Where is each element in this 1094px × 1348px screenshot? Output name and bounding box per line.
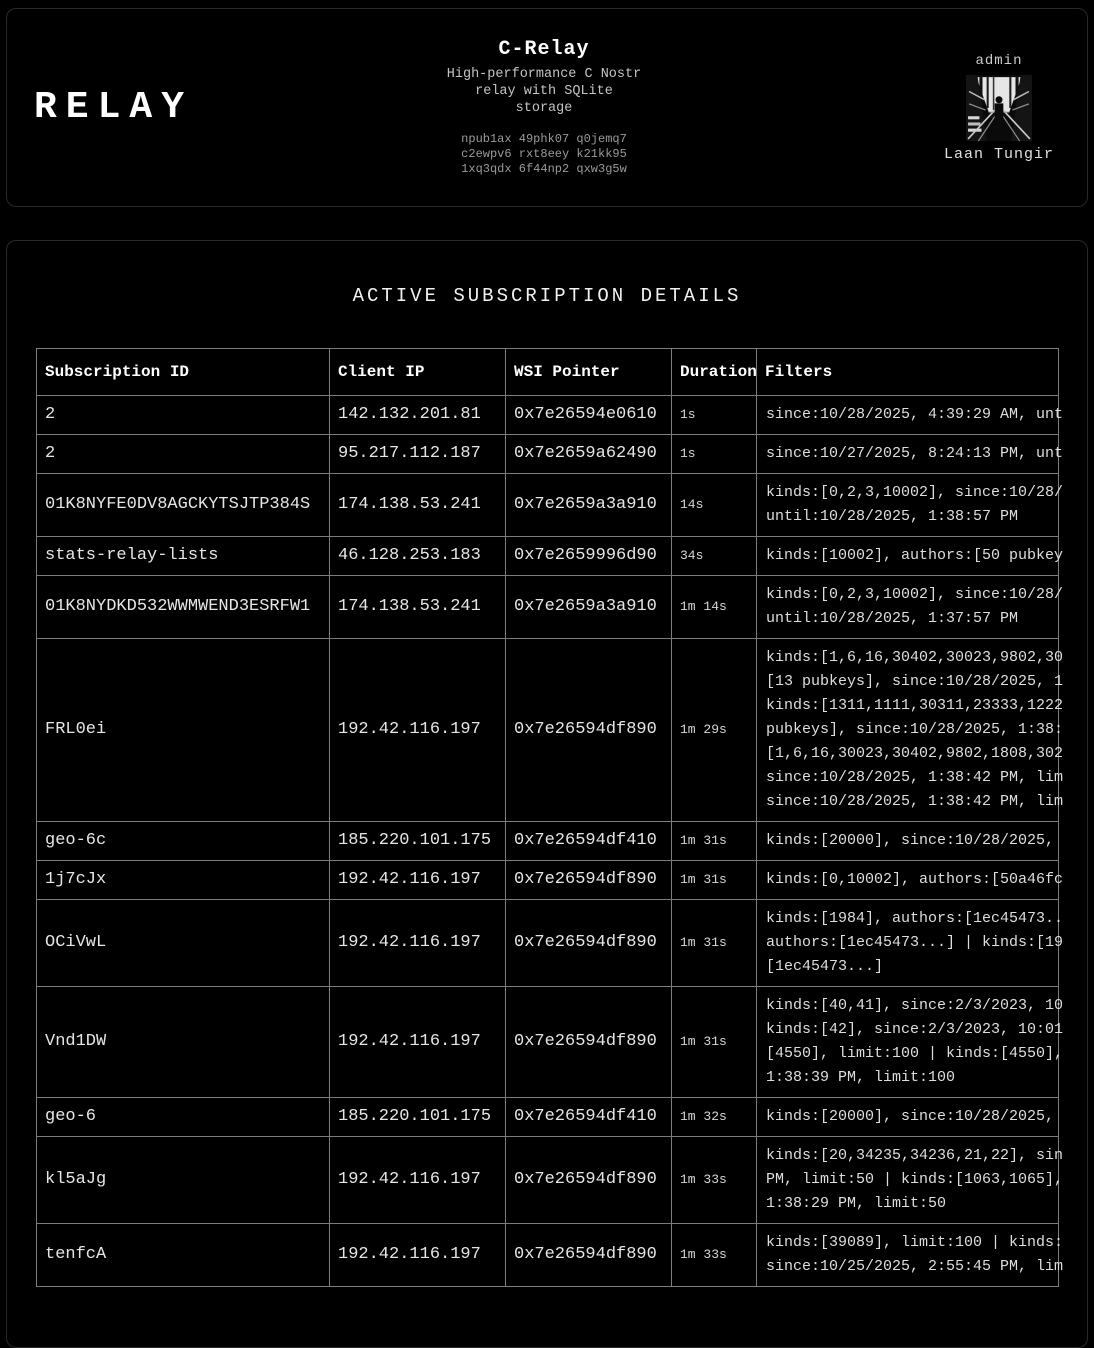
cell-client-ip: 192.42.116.197 bbox=[330, 1224, 506, 1287]
cell-wsi-pointer: 0x7e26594df890 bbox=[506, 1137, 672, 1224]
filter-line: kinds:[20000], since:10/28/2025, bbox=[766, 1108, 1055, 1125]
cell-subscription-id: 01K8NYFE0DV8AGCKYTSJTP384S bbox=[37, 474, 330, 537]
cell-filters bbox=[757, 822, 1059, 861]
filter-line: [1ec45473...] bbox=[766, 958, 884, 975]
filter-line: [1,6,16,30023,30402,9802,1808,302 bbox=[766, 745, 1064, 762]
column-header-wsi-pointer: WSI Pointer bbox=[506, 349, 672, 396]
cell-filters bbox=[757, 900, 1064, 987]
filter-line: kinds:[1,6,16,30402,30023,9802,30 bbox=[766, 649, 1064, 666]
table-row bbox=[37, 474, 1059, 537]
table-row bbox=[37, 1098, 1059, 1137]
table-row bbox=[37, 861, 1059, 900]
cell-subscription-id: tenfcA bbox=[37, 1224, 330, 1287]
filter-line: kinds:[20000], since:10/28/2025, bbox=[766, 832, 1055, 849]
filter-line: since:10/28/2025, 4:39:29 AM, unt bbox=[766, 406, 1064, 423]
filter-line: until:10/28/2025, 1:38:57 PM bbox=[766, 508, 1019, 525]
app-subtitle bbox=[447, 66, 641, 117]
cell-filters bbox=[757, 1224, 1064, 1287]
cell-duration: 1m 14s bbox=[672, 576, 757, 639]
filter-line: PM, limit:50 | kinds:[1063,1065], bbox=[766, 1171, 1064, 1188]
table-row bbox=[37, 822, 1059, 861]
filter-line: 1:38:29 PM, limit:50 bbox=[766, 1195, 947, 1212]
npub-line: 1xq3qdx 6f44np2 qxw3g5w bbox=[461, 162, 627, 176]
cell-filters bbox=[757, 474, 1064, 537]
filter-line: kinds:[1984], authors:[1ec45473.. bbox=[766, 910, 1064, 927]
cell-filters bbox=[757, 576, 1064, 639]
brand-section bbox=[7, 86, 447, 129]
cell-subscription-id: kl5aJg bbox=[37, 1137, 330, 1224]
cell-filters bbox=[757, 861, 1064, 900]
filter-line: kinds:[40,41], since:2/3/2023, 10 bbox=[766, 997, 1064, 1014]
cell-duration: 34s bbox=[672, 537, 757, 576]
cell-wsi-pointer: 0x7e26594df890 bbox=[506, 639, 672, 822]
relay-npub bbox=[447, 132, 641, 177]
cell-client-ip: 192.42.116.197 bbox=[330, 987, 506, 1098]
cell-client-ip: 46.128.253.183 bbox=[330, 537, 506, 576]
column-header-subscription-id: Subscription ID bbox=[37, 349, 330, 396]
cell-filters bbox=[757, 537, 1064, 576]
cell-duration: 1m 33s bbox=[672, 1137, 757, 1224]
cell-filters bbox=[757, 1137, 1064, 1224]
cell-client-ip: 142.132.201.81 bbox=[330, 396, 506, 435]
filter-line: kinds:[42], since:2/3/2023, 10:01 bbox=[766, 1021, 1064, 1038]
cell-wsi-pointer: 0x7e2659a62490 bbox=[506, 435, 672, 474]
table-row bbox=[37, 1137, 1059, 1224]
column-header-client-ip: Client IP bbox=[330, 349, 506, 396]
cell-client-ip: 174.138.53.241 bbox=[330, 576, 506, 639]
cell-wsi-pointer: 0x7e2659a3a910 bbox=[506, 474, 672, 537]
filter-line: since:10/25/2025, 2:55:45 PM, lim bbox=[766, 1258, 1064, 1275]
cell-client-ip: 192.42.116.197 bbox=[330, 900, 506, 987]
app-subtitle-line: High-performance C Nostr bbox=[446, 67, 642, 82]
cell-wsi-pointer: 0x7e26594df410 bbox=[506, 822, 672, 861]
cell-subscription-id: 2 bbox=[37, 435, 330, 474]
cell-wsi-pointer: 0x7e26594df890 bbox=[506, 1224, 672, 1287]
cell-subscription-id: 1j7cJx bbox=[37, 861, 330, 900]
cell-subscription-id: FRL0ei bbox=[37, 639, 330, 822]
cell-client-ip: 192.42.116.197 bbox=[330, 639, 506, 822]
cell-duration: 1s bbox=[672, 396, 757, 435]
filter-line: 1:38:39 PM, limit:100 bbox=[766, 1069, 956, 1086]
cell-duration: 1m 29s bbox=[672, 639, 757, 822]
table-row bbox=[37, 435, 1059, 474]
filter-line: pubkeys], since:10/28/2025, 1:38: bbox=[766, 721, 1064, 738]
table-row bbox=[37, 987, 1059, 1098]
subscriptions-table bbox=[36, 348, 1064, 1287]
cell-client-ip: 185.220.101.175 bbox=[330, 822, 506, 861]
cell-duration: 14s bbox=[672, 474, 757, 537]
cell-client-ip: 192.42.116.197 bbox=[330, 861, 506, 900]
cell-client-ip: 185.220.101.175 bbox=[330, 1098, 506, 1137]
header-panel bbox=[6, 8, 1088, 207]
filter-line: since:10/28/2025, 1:38:42 PM, lim bbox=[766, 769, 1064, 786]
cell-client-ip: 192.42.116.197 bbox=[330, 1137, 506, 1224]
filter-line: [4550], limit:100 | kinds:[4550], bbox=[766, 1045, 1064, 1062]
cell-duration: 1m 31s bbox=[672, 861, 757, 900]
table-row bbox=[37, 900, 1059, 987]
subscriptions-panel bbox=[6, 240, 1088, 1348]
cell-subscription-id: 01K8NYDKD532WWMWEND3ESRFW1 bbox=[37, 576, 330, 639]
cell-subscription-id: geo-6c bbox=[37, 822, 330, 861]
cell-duration: 1m 31s bbox=[672, 822, 757, 861]
table-row bbox=[37, 537, 1059, 576]
column-header-duration: Duration bbox=[672, 349, 757, 396]
filter-line: kinds:[0,2,3,10002], since:10/28/ bbox=[766, 586, 1064, 603]
cell-wsi-pointer: 0x7e26594df410 bbox=[506, 1098, 672, 1137]
admin-name: Laan Tungir bbox=[943, 145, 1054, 163]
cell-wsi-pointer: 0x7e26594df890 bbox=[506, 987, 672, 1098]
filter-line: kinds:[0,10002], authors:[50a46fc bbox=[766, 871, 1064, 888]
filter-line: kinds:[39089], limit:100 | kinds: bbox=[766, 1234, 1064, 1251]
cell-subscription-id: OCiVwL bbox=[37, 900, 330, 987]
npub-line: npub1ax 49phk07 q0jemq7 bbox=[461, 132, 627, 146]
column-header-filters: Filters bbox=[757, 349, 1059, 396]
cell-client-ip: 95.217.112.187 bbox=[330, 435, 506, 474]
filter-line: until:10/28/2025, 1:37:57 PM bbox=[766, 610, 1019, 627]
cell-filters bbox=[757, 987, 1064, 1098]
cell-wsi-pointer: 0x7e26594e0610 bbox=[506, 396, 672, 435]
cell-filters bbox=[757, 396, 1064, 435]
cell-subscription-id: 2 bbox=[37, 396, 330, 435]
cell-duration: 1m 31s bbox=[672, 987, 757, 1098]
admin-avatar-photo-icon bbox=[966, 75, 1032, 141]
admin-section bbox=[641, 53, 1087, 163]
cell-wsi-pointer: 0x7e2659996d90 bbox=[506, 537, 672, 576]
cell-filters bbox=[757, 435, 1064, 474]
admin-block bbox=[944, 53, 1054, 163]
filter-line: since:10/28/2025, 1:38:42 PM, lim bbox=[766, 793, 1064, 810]
table-row bbox=[37, 639, 1059, 822]
table-header-row bbox=[37, 349, 1059, 396]
cell-subscription-id: geo-6 bbox=[37, 1098, 330, 1137]
cell-filters bbox=[757, 1098, 1059, 1137]
cell-filters bbox=[757, 639, 1064, 822]
brand-title: RELAY bbox=[34, 86, 194, 129]
filter-line: kinds:[10002], authors:[50 pubkey bbox=[766, 547, 1064, 564]
table-row bbox=[37, 576, 1059, 639]
cell-duration: 1s bbox=[672, 435, 757, 474]
section-title: ACTIVE SUBSCRIPTION DETAILS bbox=[352, 285, 742, 307]
cell-wsi-pointer: 0x7e2659a3a910 bbox=[506, 576, 672, 639]
app-subtitle-line: storage bbox=[515, 101, 573, 116]
app-subtitle-line: relay with SQLite bbox=[475, 84, 613, 99]
npub-line: c2ewpv6 rxt8eey k21kk95 bbox=[461, 147, 627, 161]
cell-duration: 1m 31s bbox=[672, 900, 757, 987]
cell-wsi-pointer: 0x7e26594df890 bbox=[506, 900, 672, 987]
table-row bbox=[37, 1224, 1059, 1287]
cell-subscription-id: Vnd1DW bbox=[37, 987, 330, 1098]
app-title: C-Relay bbox=[498, 38, 590, 61]
cell-duration: 1m 33s bbox=[672, 1224, 757, 1287]
filter-line: kinds:[0,2,3,10002], since:10/28/ bbox=[766, 484, 1064, 501]
cell-duration: 1m 32s bbox=[672, 1098, 757, 1137]
cell-client-ip: 174.138.53.241 bbox=[330, 474, 506, 537]
table-row bbox=[37, 396, 1059, 435]
filter-line: kinds:[1311,1111,30311,23333,1222 bbox=[766, 697, 1064, 714]
cell-subscription-id: stats-relay-lists bbox=[37, 537, 330, 576]
filter-line: authors:[1ec45473...] | kinds:[19 bbox=[766, 934, 1064, 951]
filter-line: since:10/27/2025, 8:24:13 PM, unt bbox=[766, 445, 1064, 462]
admin-label: admin bbox=[975, 52, 1023, 69]
filter-line: [13 pubkeys], since:10/28/2025, 1 bbox=[766, 673, 1064, 690]
app-info-section bbox=[447, 38, 641, 177]
cell-wsi-pointer: 0x7e26594df890 bbox=[506, 861, 672, 900]
filter-line: kinds:[20,34235,34236,21,22], sin bbox=[766, 1147, 1064, 1164]
